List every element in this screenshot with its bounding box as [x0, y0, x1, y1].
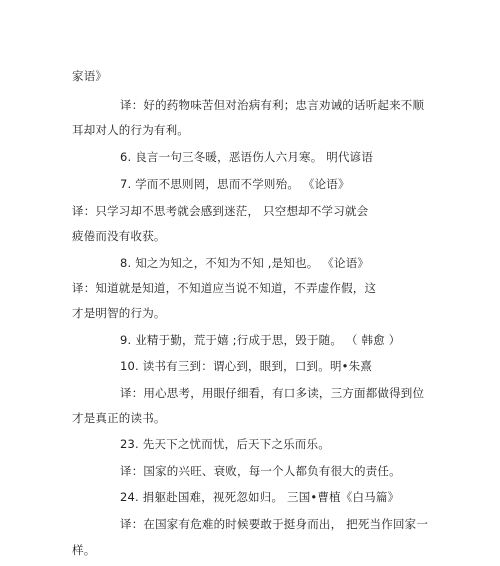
text-line-3: 耳却对人的行为有利。 [72, 123, 189, 137]
text-line-19: 样。 [72, 543, 96, 557]
text-line-1: 家语》 [72, 69, 108, 83]
text-line-2: 译：好的药物味苦但对治病有利；忠言劝诫的话听起来不顺 [120, 98, 425, 112]
text-line-15: 23. 先天下之忧而忧，后天下之乐而乐。 [120, 437, 330, 451]
text-line-17: 24. 捐躯赴国难，视死忽如归。 三国•曹植《白马篇》 [120, 490, 400, 504]
text-line-16: 译：国家的兴旺、衰败，每一个人都负有很大的责任。 [120, 464, 401, 478]
text-line-7: 疲倦而没有收获。 [72, 229, 166, 243]
text-line-12: 10. 读书有三到：谓心到，眼到，口到。明•朱熹 [120, 359, 373, 373]
text-line-8: 8. 知之为知之，不知为不知 ,是知也。 《论语》 [120, 256, 370, 270]
text-line-4: 6. 良言一句三冬暖，恶语伤人六月寒。 明代谚语 [120, 150, 374, 164]
text-line-10: 才是明智的行为。 [72, 306, 166, 320]
text-line-6: 译：只学习却不思考就会感到迷茫， 只空想却不学习就会 [72, 204, 369, 218]
text-line-5: 7. 学而不思则罔，思而不学则殆。 《论语》 [120, 177, 350, 191]
text-line-9: 译：知道就是知道，不知道应当说不知道，不弄虚作假，这 [72, 281, 377, 295]
text-line-18: 译：在国家有危难的时候要敢于挺身而出， 把死当作回家一 [120, 517, 429, 531]
text-line-11: 9. 业精于勤，荒于嬉 ;行成于思，毁于随。 （ 韩愈 ） [120, 333, 401, 347]
text-line-14: 才是真正的读书。 [72, 411, 166, 425]
text-line-13: 译：用心思考，用眼仔细看，有口多读，三方面都做得到位 [120, 386, 425, 400]
